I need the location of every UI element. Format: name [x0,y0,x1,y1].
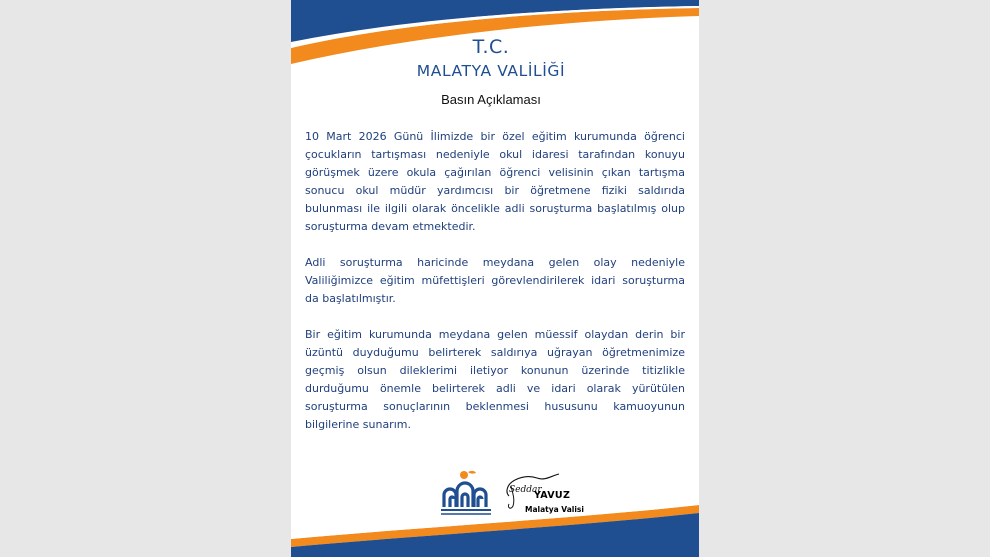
press-release-body [305,128,685,452]
paragraph-3: Bir eğitim kurumunda meydana gelen müessif olaydan derin bir üzüntü duyduğumu belirterek saldırıya uğrayan öğretmenimize geçmiş olsun dileklerimi iletiyor konunun üzerinde titizlikle durduğumu önemle belirterek adli ve idari olarak yürütülen soruşturma sonuçlarının beklenmesi hususunu kamuoyunun bilgilerine sunarım. [305,328,685,431]
signer-title: Malatya Valisi [525,505,584,514]
press-release-document [291,0,699,557]
paragraph-2: Adli soruşturma haricinde meydana gelen olay nedeniyle Valiliğimizce eğitim müfettişleri görevlendirilerek idari soruşturma da başlatılmıştır. [305,256,685,305]
bottom-decorative-swoosh [291,477,699,557]
header-tc: T.C. [472,36,510,58]
header-press-release: Basın Açıklaması [441,92,541,107]
header-governorship: MALATYA VALİLİĞİ [416,62,566,80]
signature-script: Seddar [509,485,542,495]
paragraph-1: 10 Mart 2026 Günü İlimizde bir özel eğitim kurumunda öğrenci çocukların tartışması nedeniyle okul idaresi tarafından konuyu görüşmek üzere okula çağırılan öğrenci velisinin çıkan tartışma sonucu okul müdür yardımcısı bir öğretmene fiziki saldırıda bulunması ile ilgili olarak öncelikle adli soruşturma başlatılmış olup soruşturma devam etmektedir. [305,130,685,233]
signer-name: YAVUZ [534,490,571,501]
